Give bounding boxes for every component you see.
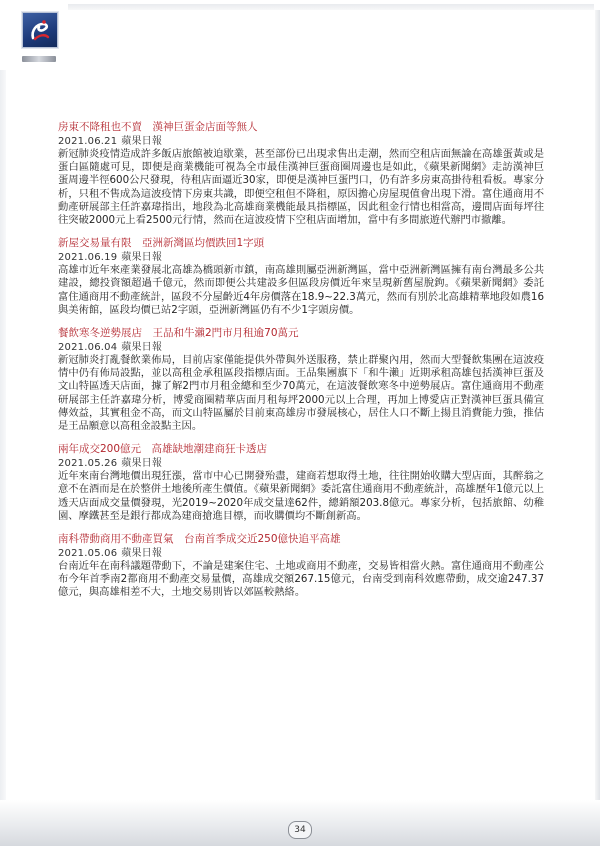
article-meta — [58, 341, 544, 354]
news-list — [58, 120, 544, 609]
article-source: 蘋果日報 — [121, 548, 163, 560]
article-title: 房東不降租也不賣 漢神巨蛋金店面等無人 — [58, 121, 258, 133]
article-source: 蘋果日報 — [121, 342, 163, 354]
news-article — [58, 120, 544, 227]
article-title: 餐飲寒冬逆勢展店 王品和牛瀨2門市月租逾70萬元 — [58, 327, 299, 340]
article-body: 近年來南台灣地價出現狂漲，當市中心已開發殆盡，建商若想取得土地，往往開始收購大型店面，其醉翁之意不在酒而是在於整併土地後所產生價值。《蘋果新聞網》委託富住通商用不動產統計，高雄歷年1億元以上透天店面成交量價發現，光2019~2020年成交量達62件，總銷額203.8億元。專家分析，包括旅館、幼稚園、摩鐵甚至是銀行都成為建商搶進目標，而收購價均不斷創新高。 — [58, 470, 544, 522]
page-number: 34 — [288, 821, 312, 839]
article-date: 2021.05.06 — [58, 548, 118, 560]
news-article — [58, 326, 544, 433]
article-title: 兩年成交200億元 高雄缺地潮建商狂卡透店 — [58, 443, 268, 456]
company-logo — [18, 4, 60, 68]
news-article — [58, 442, 544, 523]
article-date: 2021.06.21 — [58, 136, 118, 147]
article-source: 蘋果日報 — [121, 136, 163, 147]
news-article — [58, 236, 544, 317]
article-source: 蘋果日報 — [121, 458, 163, 470]
article-date: 2021.06.04 — [58, 342, 118, 354]
page-frame-left — [0, 70, 6, 840]
logo-emblem-icon — [22, 12, 58, 48]
news-article — [58, 532, 544, 600]
article-date: 2021.05.26 — [58, 458, 118, 470]
article-meta — [58, 135, 544, 148]
article-body: 高雄市近年來產業發展北高雄為橋頭新市鎮，南高雄則屬亞洲新灣區，當中亞洲新灣區擁有南台灣最多公共建設，總投資額超過千億元，然而即便公共建設多但區段房價近年來呈現新舊屋脫鉤。《蘋果新聞網》委託富住通商用不動產統計，區段不分屋齡近4年房價落在18.9~22.3萬元，然而有別於北高雄精華地段如農16與美術館，區段均價已站2字頭，亞洲新灣區仍有不少1字頭房價。 — [58, 264, 545, 316]
article-meta — [58, 547, 544, 560]
article-meta — [58, 457, 544, 470]
article-body: 新冠肺炎疫情造成許多飯店旅館被迫歇業，甚至部份已出現求售出走潮，然而空租店面無論在高雄蛋黃或是蛋白區隨處可見，即便是商業機能可視為全市最佳漢神巨蛋商圈周邊也是如此，《蘋果新聞網》走訪漢神巨蛋周邊半徑600公尺發現，待租店面逼近30家，即便是漢神巨蛋門口，仍有許多房東高掛待租看板。專家分析，只租不售成為這波疫情下房東共識，即便空租但不降租，原因擔心房屋現值會出現下滑。富住通商用不動產研展部主任許嘉瑋指出，地段為北高雄商業機能最具指標區，因此租金行情也相當高，邊間店面每坪往往突破2000元上看2500元行情，然而在這波疫情下空租店面增加，當中有多間旅遊代辦門市撤離。 — [58, 148, 544, 227]
article-body: 新冠肺炎打亂餐飲業佈局，目前店家僅能提供外帶與外送服務，禁止群聚內用，然而大型餐飲集團在這波疫情中仍有佈局設點，並以高租金承租區段指標店面。王品集團旗下「和牛瀨」近期承租高雄包括漢神巨蛋及文山特區透天店面，據了解2門市月租金總和至少70萬元，在這波餐飲寒冬中逆勢展店。富住通商用不動產研展部主任許嘉瑋分析，博愛商圈精華店面月租每坪2000元以上合理，再加上博愛店正對漢神巨蛋具備宣傳效益，其實租金不高，而文山特區屬於目前東高雄房市發展核心，居住人口不斷上揚且消費能力強，推估是王品願意以高租金設點主因。 — [58, 354, 544, 433]
article-body: 台南近年在南科議題帶動下，不論是建案住宅、土地或商用不動產，交易皆相當火熱。富住通商用不動產公布今年首季南2都商用不動產交易量價，高雄成交額267.15億元，台南受到南科效應帶動，成交逾247.37億元，與高雄相差不大，土地交易則皆以郊區較熱絡。 — [58, 560, 544, 599]
article-date: 2021.06.19 — [58, 252, 118, 264]
article-title: 南科帶動商用不動產買氣 台南首季成交近250億快追平高雄 — [58, 533, 341, 546]
article-source: 蘋果日報 — [121, 252, 163, 264]
page-frame-right — [595, 10, 600, 800]
logo-underbar — [22, 56, 56, 62]
article-meta — [58, 251, 544, 264]
page-frame-top — [68, 4, 594, 10]
article-title: 新屋交易量有限 亞洲新灣區均價跌回1字頭 — [58, 237, 265, 250]
